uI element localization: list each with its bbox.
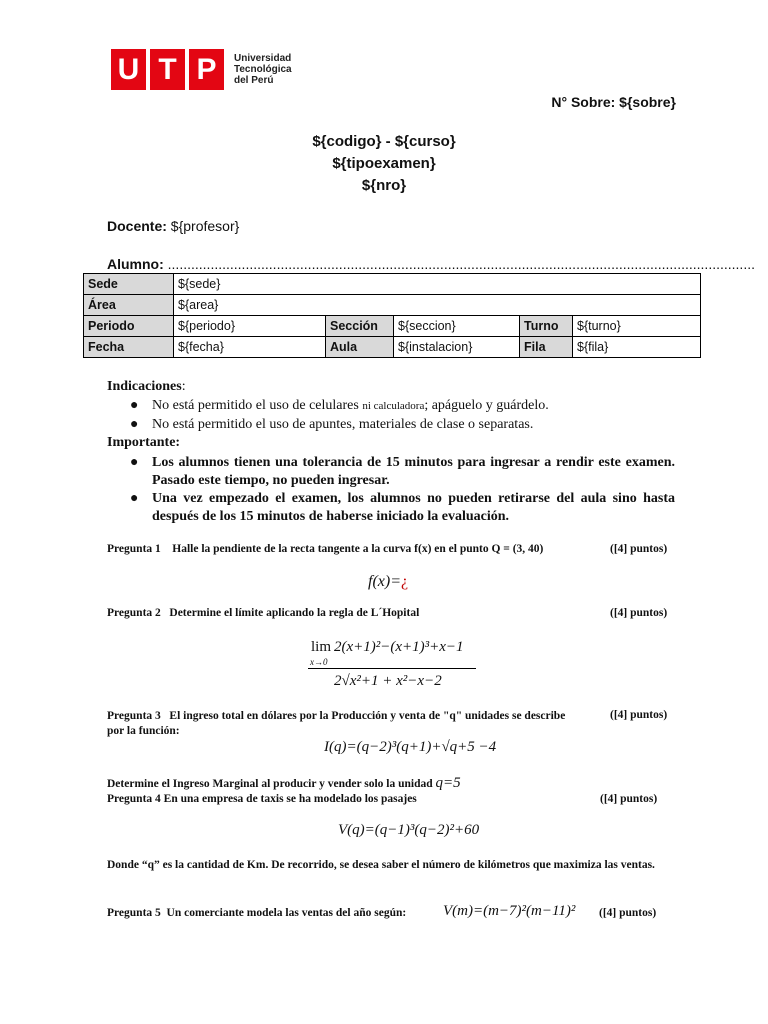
- exam-title-course: ${codigo} - ${curso}: [312, 133, 456, 150]
- formula-4: V(q)=(q−1)³(q−2)²+60: [338, 822, 480, 838]
- pregunta-3-points: ([4] puntos): [610, 709, 668, 721]
- aula-value: ${instalacion}: [394, 337, 520, 358]
- utp-logo: [111, 49, 292, 90]
- indicacion-2: No está permitido el uso de apuntes, materiales de clase o separatas.: [152, 417, 534, 432]
- fecha-value: ${fecha}: [174, 337, 326, 358]
- fila-label: Fila: [520, 337, 573, 358]
- formula-2-numerator: 2(x+1)²−(x+1)³+x−1: [334, 639, 464, 655]
- bullet-icon: ●: [130, 398, 139, 413]
- indicaciones-title: Indicaciones: [107, 379, 182, 394]
- exam-title-type: ${tipoexamen}: [332, 155, 436, 172]
- pregunta-3-extra-text: Determine el Ingreso Marginal al producir y vender solo la unidad: [107, 778, 436, 790]
- formula-1: [368, 573, 408, 591]
- table-row: [84, 316, 701, 337]
- seccion-value: ${seccion}: [394, 316, 520, 337]
- table-row: [84, 337, 701, 358]
- formula-5: V(m)=(m−7)²(m−11)²: [443, 903, 576, 919]
- table-row: [84, 295, 701, 316]
- fecha-label: Fecha: [84, 337, 174, 358]
- formula-1-expr: f(x)=: [368, 573, 401, 590]
- periodo-label: Periodo: [84, 316, 174, 337]
- exam-info-table: [83, 273, 701, 358]
- pregunta-5-points: ([4] puntos): [599, 907, 657, 919]
- indicacion-item-1: [130, 398, 549, 414]
- importante-item-2: [130, 490, 675, 526]
- table-row: [84, 274, 701, 295]
- indicacion-item-2: [130, 417, 534, 433]
- seccion-label: Sección: [326, 316, 394, 337]
- docente-label: Docente:: [107, 218, 167, 234]
- formula-2-lim-sub: x→0: [310, 657, 328, 667]
- bullet-icon: ●: [130, 491, 139, 506]
- alumno-line: [107, 256, 755, 272]
- indicacion-1-b: ni calculadora: [362, 400, 425, 412]
- indicaciones-colon: :: [181, 379, 186, 394]
- pregunta-2-points: ([4] puntos): [610, 607, 668, 619]
- formula-q5: q=5: [435, 775, 461, 791]
- importante-1-text: Los alumnos tienen una tolerancia de 15 minutos para ingresar a rendir este examen. Pasado este tiempo, no pueden ingresar.: [152, 455, 675, 488]
- pregunta-4-points: ([4] puntos): [600, 793, 658, 805]
- pregunta-5-text: Pregunta 5 Un comerciante modela las ventas del año según:: [107, 907, 407, 919]
- sede-label: Sede: [84, 274, 174, 295]
- pregunta-1-text: Pregunta 1 Halle la pendiente de la recta tangente a la curva f(x) en el punto Q = (3, 40): [107, 543, 544, 555]
- pregunta-2-text: Pregunta 2 Determine el límite aplicando la regla de L´Hopital: [107, 607, 420, 619]
- indicaciones-heading: [107, 379, 186, 395]
- logo-letter-u: U: [111, 49, 146, 90]
- pregunta-3-text: Pregunta 3 El ingreso total en dólares por la Producción y venta de "q" unidades se describe por la función:: [107, 710, 569, 737]
- fraction-bar: [308, 668, 476, 669]
- pregunta-1-points: ([4] puntos): [610, 543, 668, 555]
- formula-2-lim: lim: [311, 639, 332, 655]
- logo-line1: Universidad: [234, 53, 292, 64]
- turno-label: Turno: [520, 316, 573, 337]
- logo-text: [234, 53, 292, 86]
- bullet-icon: ●: [130, 455, 139, 470]
- bullet-icon: ●: [130, 417, 139, 432]
- importante-2-text: Una vez empezado el examen, los alumnos no pueden retirarse del aula sino hasta después de los 15 minutos de haberse iniciado la evaluación.: [152, 491, 675, 524]
- formula-2: [308, 637, 476, 693]
- turno-value: ${turno}: [573, 316, 701, 337]
- docente-value: ${profesor}: [166, 218, 240, 234]
- sede-value: ${sede}: [174, 274, 701, 295]
- logo-line3: del Perú: [234, 75, 274, 86]
- indicacion-1-c: ; apáguelo y guárdelo.: [424, 398, 549, 413]
- logo-letter-t: T: [150, 49, 185, 90]
- docente-line: [107, 218, 239, 234]
- formula-2-denominator: 2√x²+1 + x²−x−2: [334, 673, 442, 689]
- alumno-dots: .......................................................................................................................................................: [163, 256, 755, 272]
- sobre-number: N° Sobre: ${sobre}: [551, 94, 676, 110]
- formula-1-error: ¿: [401, 573, 409, 590]
- formula-3: I(q)=(q−2)³(q+1)+√q+5 −4: [324, 739, 497, 755]
- pregunta-3-extra: [107, 775, 461, 792]
- logo-line2: Tecnológica: [234, 64, 292, 75]
- pregunta-4-extra: Donde “q” es la cantidad de Km. De recorrido, se desea saber el número de kilómetros que maximiza las ventas.: [107, 859, 655, 871]
- importante-title: Importante:: [107, 435, 181, 450]
- aula-label: Aula: [326, 337, 394, 358]
- fila-value: ${fila}: [573, 337, 701, 358]
- logo-letter-p: P: [189, 49, 224, 90]
- importante-item-1: [130, 454, 675, 490]
- periodo-value: ${periodo}: [174, 316, 326, 337]
- pregunta-4-text: Pregunta 4 En una empresa de taxis se ha modelado los pasajes: [107, 793, 417, 805]
- alumno-label: Alumno:: [107, 256, 164, 272]
- exam-title-number: ${nro}: [361, 177, 407, 194]
- area-value: ${area}: [174, 295, 701, 316]
- indicacion-1-a: No está permitido el uso de celulares: [152, 398, 363, 413]
- area-label: Área: [84, 295, 174, 316]
